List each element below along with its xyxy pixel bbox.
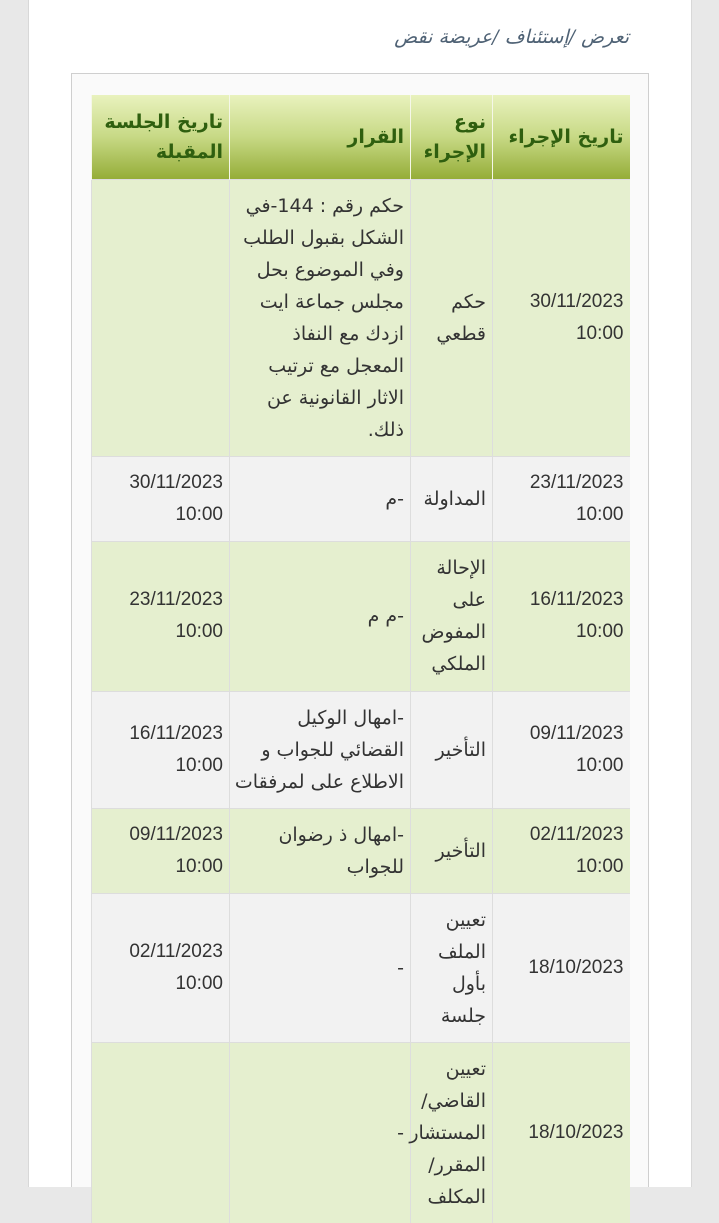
cell-next-session xyxy=(92,541,230,691)
procedure-date: 23/11/2023 xyxy=(529,471,624,493)
cell-procedure-date xyxy=(493,456,630,541)
next-session-date: 09/11/2023 xyxy=(129,823,223,845)
procedure-date: 16/11/2023 xyxy=(529,589,624,610)
procedure-date: 18/10/2023 xyxy=(528,1121,624,1143)
procedure-date: 09/11/2023 xyxy=(529,722,624,744)
table-row xyxy=(92,893,630,1042)
cell-procedure-date xyxy=(493,541,630,691)
table-row xyxy=(92,541,630,691)
table-header-row xyxy=(92,95,630,179)
cell-decision: - xyxy=(230,893,411,1042)
procedure-time: 10:00 xyxy=(575,855,624,877)
table-row xyxy=(92,1042,630,1223)
cell-procedure-type: التأخير xyxy=(411,808,493,893)
cell-procedure-type: تعيين القاضي/ المستشار المقرر/ المكلف xyxy=(411,1042,493,1223)
header-decision: القرار xyxy=(230,95,411,179)
cell-decision: حكم رقم : 144-في الشكل بقبول الطلب وفي الموضوع بحل مجلس جماعة ايت ازدك مع النفاذ المعجل مع ترتيب الاثار القانونية عن ذلك. xyxy=(230,179,411,456)
breadcrumb xyxy=(394,26,629,48)
next-session-date: 16/11/2023 xyxy=(129,722,223,744)
cell-next-session xyxy=(92,691,230,808)
next-session-time: 10:00 xyxy=(175,855,223,877)
procedures-table xyxy=(91,95,630,1223)
table-row xyxy=(92,808,630,893)
cell-decision: -م xyxy=(230,456,411,541)
cell-next-session xyxy=(92,893,230,1042)
breadcrumb-separator: / xyxy=(568,26,582,48)
header-next-session: تاريخ الجلسة المقبلة xyxy=(92,95,230,179)
cell-next-session xyxy=(92,179,230,456)
next-session-date: 23/11/2023 xyxy=(129,589,223,610)
next-session-time: 10:00 xyxy=(175,754,223,776)
next-session-date: 02/11/2023 xyxy=(129,940,223,962)
procedure-date: 18/10/2023 xyxy=(528,956,624,978)
breadcrumb-item-appeal[interactable]: إستئناف xyxy=(504,26,569,48)
procedure-date: 02/11/2023 xyxy=(529,823,624,845)
procedure-time: 10:00 xyxy=(575,503,624,525)
cell-procedure-date xyxy=(493,808,630,893)
cell-next-session xyxy=(92,1042,230,1223)
procedure-time: 10:00 xyxy=(575,322,624,344)
next-session-time: 10:00 xyxy=(175,621,223,642)
cell-procedure-date xyxy=(493,691,630,808)
header-procedure-date: تاريخ الإجراء xyxy=(493,95,630,179)
table-row xyxy=(92,456,630,541)
cell-decision: -امهال ذ رضوان للجواب xyxy=(230,808,411,893)
cell-decision: - xyxy=(230,1042,411,1223)
next-session-time: 10:00 xyxy=(175,972,223,994)
cell-next-session xyxy=(92,456,230,541)
cell-procedure-date xyxy=(493,179,630,456)
cell-decision: -امهال الوكيل القضائي للجواب و الاطلاع على لمرفقات xyxy=(230,691,411,808)
cell-procedure-date xyxy=(493,893,630,1042)
cell-procedure-type: تعيين الملف بأول جلسة xyxy=(411,893,493,1042)
procedure-date: 30/11/2023 xyxy=(529,290,624,312)
table-row xyxy=(92,179,630,456)
next-session-time: 10:00 xyxy=(175,503,223,525)
breadcrumb-item-display[interactable]: تعرض xyxy=(581,26,629,48)
cell-procedure-type: حكم قطعي xyxy=(411,179,493,456)
breadcrumb-item-cassation[interactable]: عريضة نقض xyxy=(394,26,493,48)
next-session-date: 30/11/2023 xyxy=(129,471,223,493)
procedure-time: 10:00 xyxy=(575,754,624,776)
table-row xyxy=(92,691,630,808)
cell-next-session xyxy=(92,808,230,893)
breadcrumb-separator: / xyxy=(492,26,505,48)
cell-decision: -م م xyxy=(230,541,411,691)
cell-procedure-type: الإحالة على المفوض الملكي xyxy=(411,541,493,691)
cell-procedure-type: التأخير xyxy=(411,691,493,808)
header-procedure-type: نوع الإجراء xyxy=(411,95,493,179)
cell-procedure-date xyxy=(493,1042,630,1223)
procedure-time: 10:00 xyxy=(575,621,624,642)
cell-procedure-type: المداولة xyxy=(411,456,493,541)
